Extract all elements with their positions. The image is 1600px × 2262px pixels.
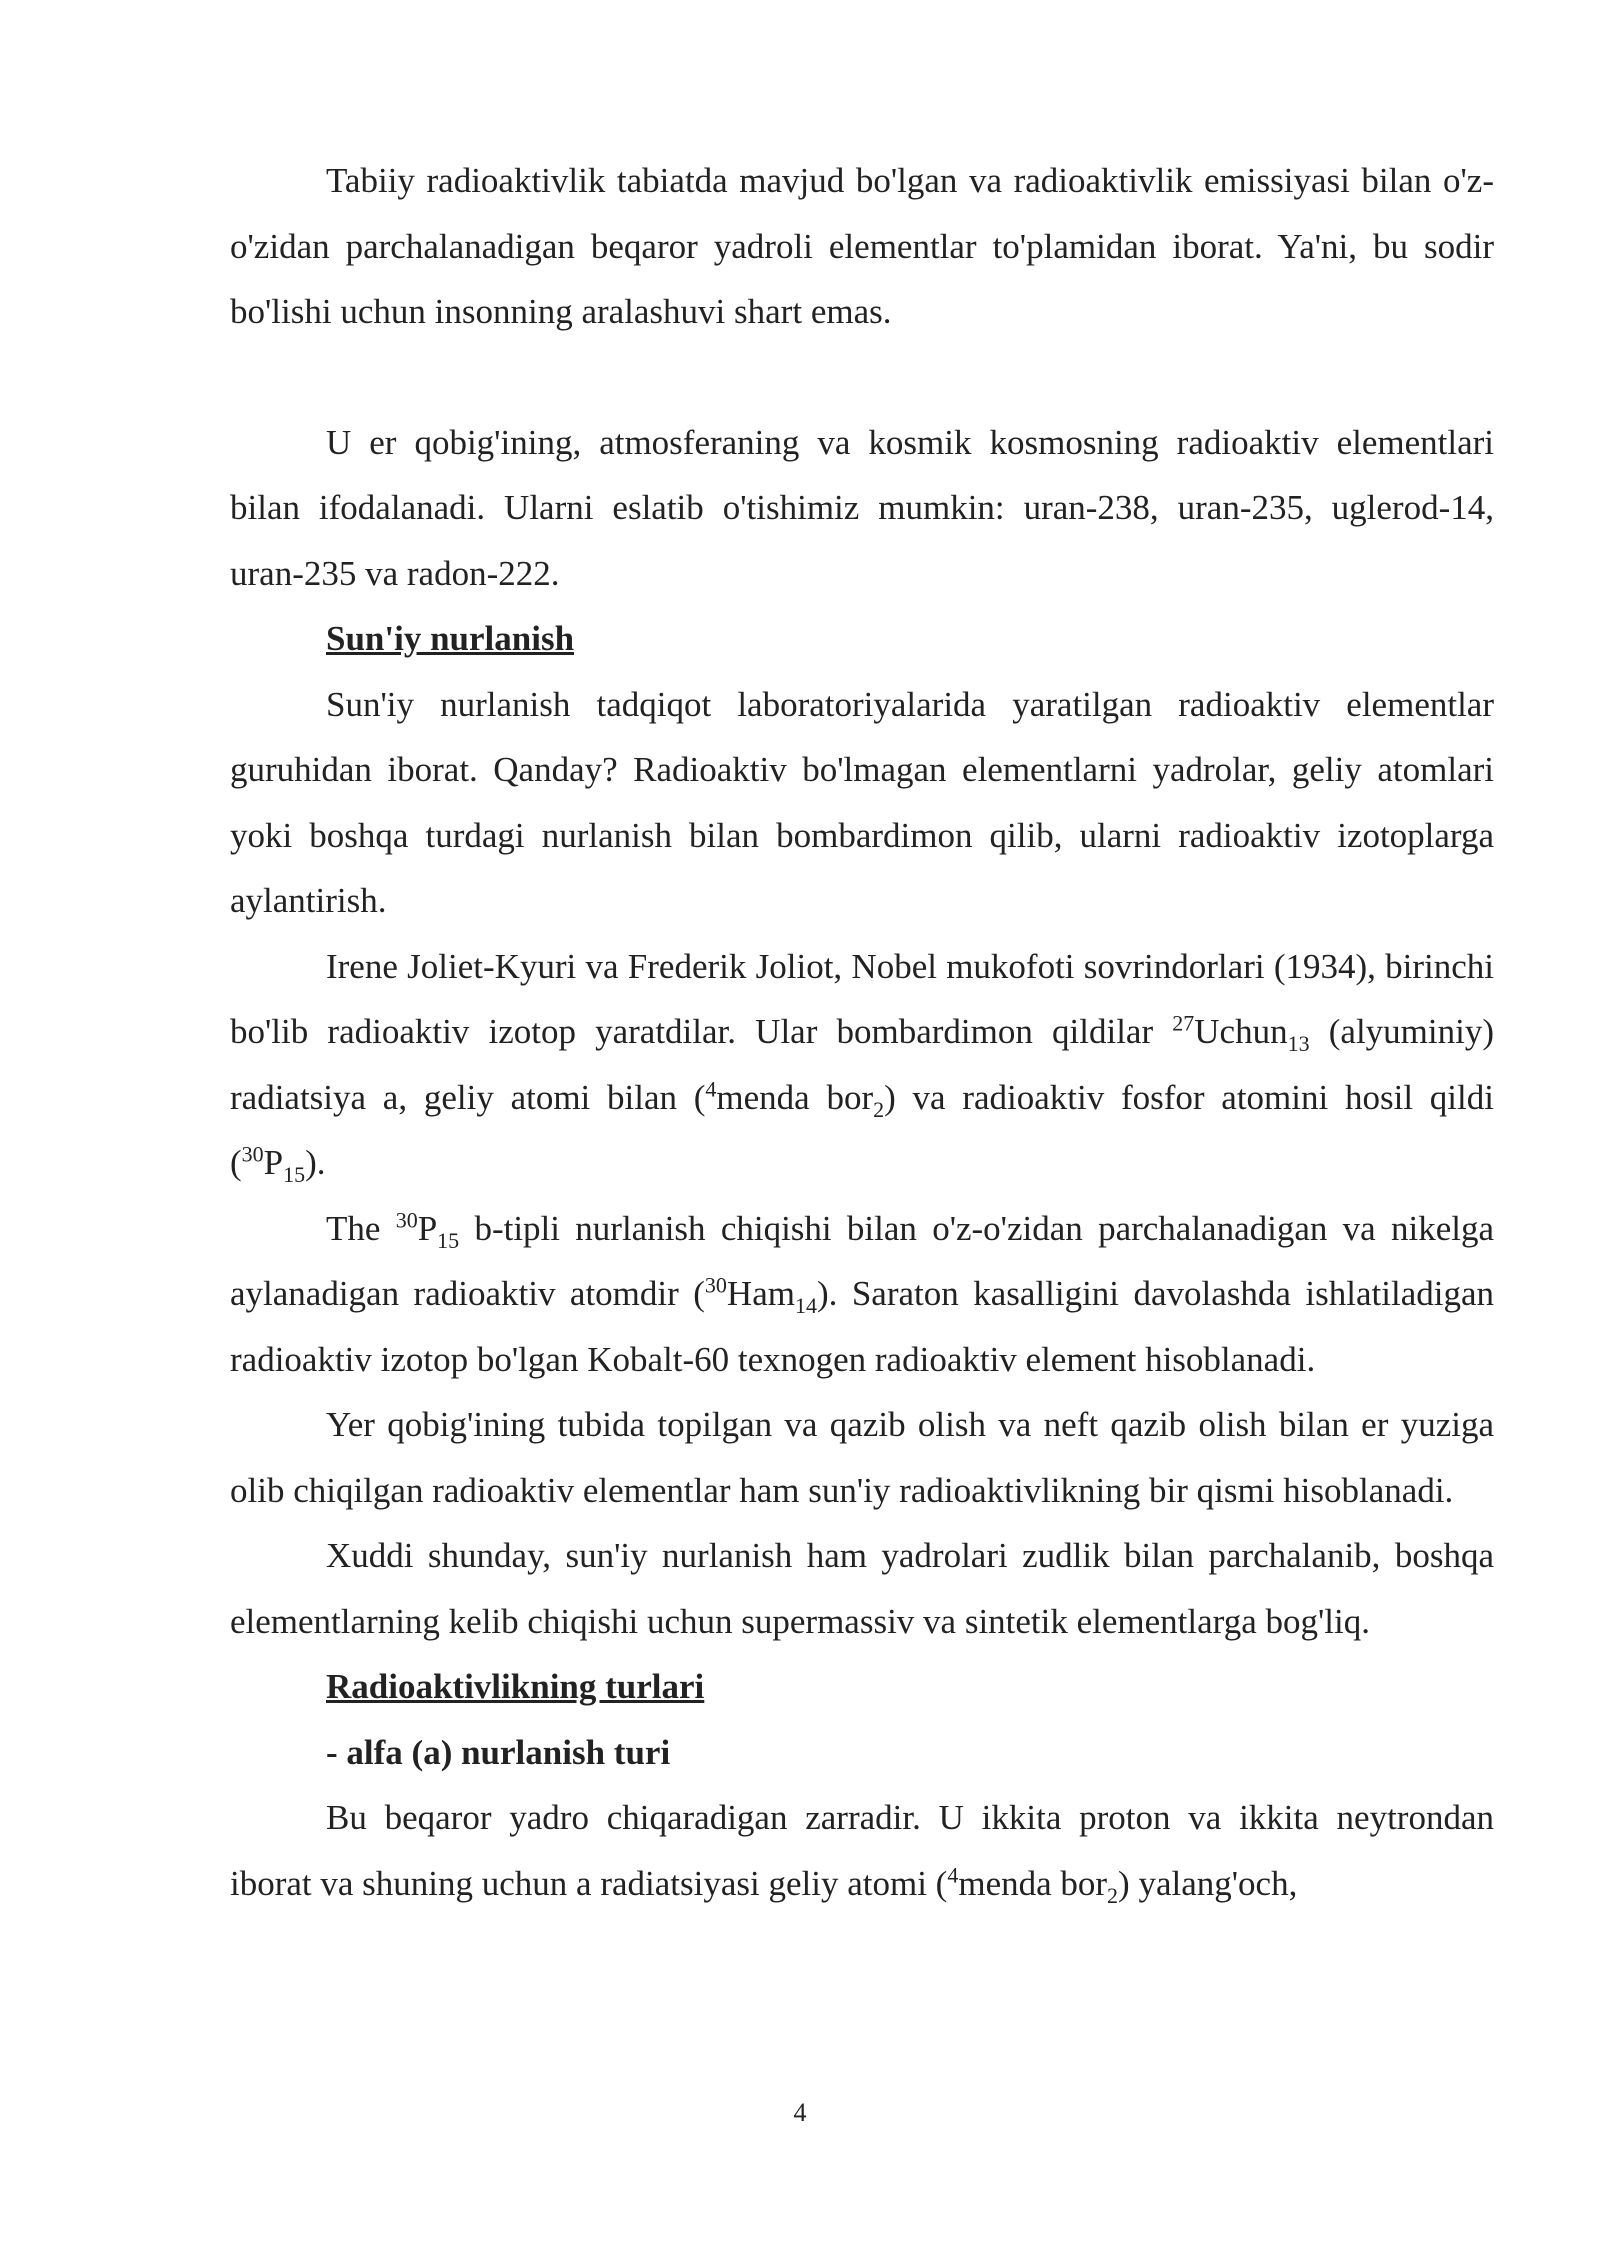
subscript: 2 — [873, 1096, 885, 1122]
paragraph-alpha-particle — [230, 1785, 1494, 1916]
subscript: 13 — [1287, 1031, 1310, 1056]
superscript: 4 — [947, 1861, 959, 1887]
text-run: (alyuminiy) radiatsiya a, geliy atomi bilan ( — [230, 1012, 1494, 1117]
text-run: ) yalang'och, — [1118, 1863, 1298, 1903]
text-run: menda bor — [716, 1077, 874, 1117]
superscript: 30 — [395, 1206, 418, 1232]
paragraph-phosphorus-decay — [230, 1196, 1494, 1393]
subscript: 14 — [794, 1293, 817, 1318]
text-run: Irene Joliet-Kyuri va Frederik Joliot, Nobel mukofoti sovrindorlari (1934), birinchi bo'lib radioaktiv izotop yaratdilar. Ular bombardimon qildilar — [230, 946, 1494, 1051]
paragraph-synthetic-elements: Xuddi shunday, sun'iy nurlanish ham yadrolari zudlik bilan parchalanib, boshqa elementlarning kelib chiqishi uchun supermassiv va sintetik elementlarga bog'liq. — [230, 1536, 1494, 1641]
heading-artificial-radiation: Sun'iy nurlanish — [326, 619, 575, 658]
heading-alpha-radiation: - alfa (a) nurlanish turi — [326, 1732, 671, 1772]
text-run: ). Saraton kasalligini davolashda ishlatiladigan radioaktiv izotop bo'lgan Kobalt-60 texnogen radioaktiv element hisoblanadi. — [230, 1274, 1494, 1379]
subscript: 2 — [1107, 1882, 1119, 1908]
text-run: Bu beqaror yadro chiqaradigan zarradir. U ikkita proton va ikkita neytrondan iborat va shuning uchun a radiatsiyasi geliy atomi ( — [230, 1798, 1494, 1903]
text-run: Ham — [726, 1274, 795, 1313]
text-run: b-tipli nurlanish chiqishi bilan o'z-o'zidan parchalanadigan va nikelga aylanadigan radioaktiv atomdir ( — [230, 1208, 1494, 1313]
paragraph-artificial-radiation: Sun'iy nurlanish tadqiqot laboratoriyalarida yaratilgan radioaktiv elementlar guruhidan iborat. Qanday? Radioaktiv bo'lmagan elementlarni yadrolar, geliy atomlari yoki boshqa turdagi nurlanish bilan bombardimon qilib, ularni radioaktiv izotoplarga aylantirish. — [230, 684, 1494, 920]
text-run: ). — [305, 1143, 326, 1182]
text-run: P — [417, 1208, 438, 1248]
document-page — [230, 148, 1494, 1916]
paragraph-gap — [230, 345, 1494, 410]
text-run: menda bor — [958, 1863, 1108, 1903]
superscript: 30 — [241, 1141, 264, 1167]
text-run: ) va radioaktiv fosfor atomini hosil qildi ( — [230, 1077, 1494, 1182]
subscript: 15 — [283, 1162, 306, 1187]
page-number: 4 — [793, 2098, 807, 2127]
superscript: 27 — [1172, 1010, 1195, 1036]
text-run: The — [326, 1208, 396, 1248]
superscript: 30 — [704, 1272, 727, 1298]
paragraph-natural-radioactivity: Tabiiy radioaktivlik tabiatda mavjud bo'lgan va radioaktivlik emissiyasi bilan o'z-o'zidan parchalanadigan beqaror yadroli elementlar to'plamidan iborat. Ya'ni, bu sodir bo'lishi uchun insonning aralashuvi shart emas. — [230, 161, 1494, 331]
paragraph-joliot-curie — [230, 934, 1494, 1196]
paragraph-earth-elements: U er qobig'ining, atmosferaning va kosmik kosmosning radioaktiv elementlari bilan ifodalanadi. Ularni eslatib o'tishimiz mumkin: uran-238, uran-235, uglerod-14, uran-235 va radon-222. — [230, 422, 1494, 593]
superscript: 4 — [705, 1075, 717, 1101]
paragraph-earth-crust-elements: Yer qobig'ining tubida topilgan va qazib olish va neft qazib olish bilan er yuziga olib chiqilgan radioaktiv elementlar ham sun'iy radioaktivlikning bir qismi hisoblanadi. — [230, 1405, 1494, 1510]
heading-radioactivity-types: Radioaktivlikning turlari — [326, 1667, 705, 1706]
subscript: 15 — [437, 1227, 460, 1253]
text-run: P — [263, 1143, 284, 1182]
text-run: Uchun — [1194, 1012, 1288, 1051]
